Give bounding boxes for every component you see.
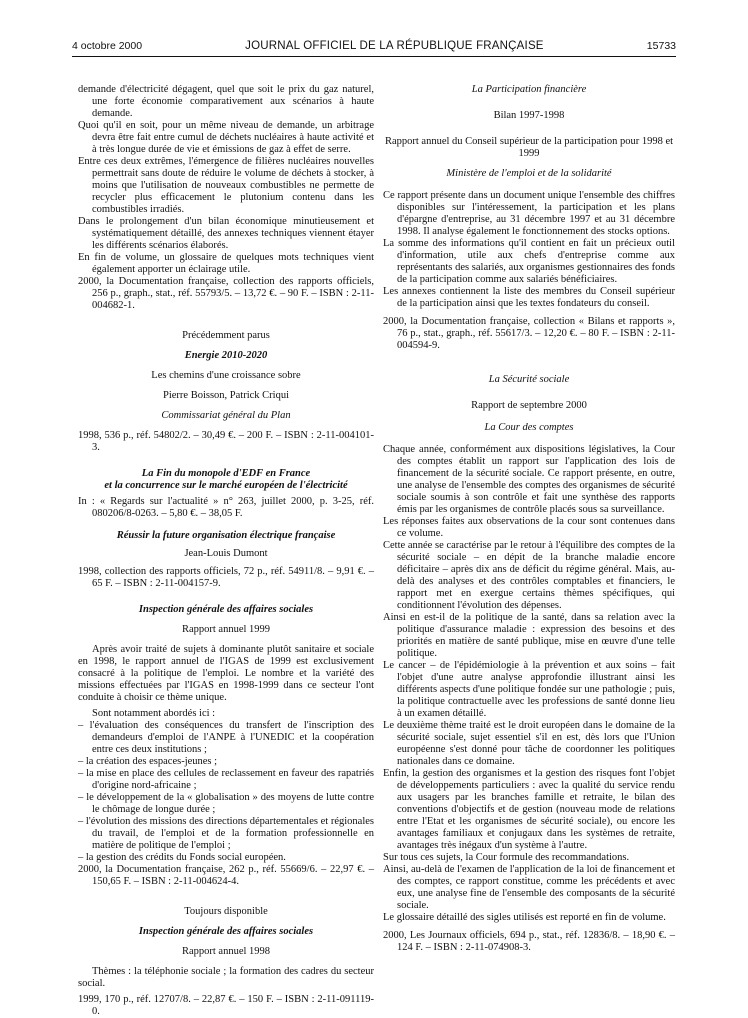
paragraph: Les réponses faites aux observations de la cour sont contenues dans ce volume. [383,516,675,539]
publication-organization: La Cour des comptes [484,422,574,433]
publication-organization: Commissariat général du Plan [161,410,291,421]
publication-subtitle: Rapport annuel du Conseil supérieur de la participation pour 1998 et 1999 [384,136,674,159]
header-rule [72,56,676,57]
publication-title: La Fin du monopole d'EDF en France [141,468,311,479]
bibliographic-reference: 2000, Les Journaux officiels, 694 p., stat., réf. 12836/8. – 18,90 €. – 124 F. – ISBN : 2-11-074908-3. [383,930,675,953]
bibliographic-reference: In : « Regards sur l'actualité » n° 263, juillet 2000, p. 3-25, réf. 080206/8-0263. – 5,80 €. – 38,05 F. [78,496,374,519]
list-item: – le développement de la « globalisation » des moyens de lutte contre le chômage de longue durée ; [78,792,374,815]
publication-authors: Pierre Boisson, Patrick Criqui [163,390,289,401]
paragraph: Le deuxième thème traité est le droit européen dans le domaine de la sécurité sociale, sujet essentiel s'il en est, dès lors que l'Union européenne s'est donné pour tâche de coordonner les politiques nationales dans ce domaine. [383,720,675,767]
publication-subtitle: Rapport annuel 1999 [181,624,271,635]
list-item: – l'évolution des missions des directions départementales et régionales du travail, de l'emploi et de la formation professionnelle en matière de politique de l'emploi ; [78,816,374,851]
paragraph: Les annexes contiennent la liste des membres du Conseil supérieur de la participation ainsi que les textes fondateurs du conseil. [383,286,675,309]
publication-title: La Sécurité sociale [488,374,570,385]
paragraph: Entre ces deux extrêmes, l'émergence de filières nucléaires nouvelles permettrait sans doute de réduire le volume de déchets à stocker, à moins que l'utilisation de nouveaux combustibles ne permette de recycler plus efficacement le plutonium contenu dans les combustibles irradiés. [78,156,374,215]
paragraph: demande d'électricité dégagent, quel que soit le prix du gaz naturel, une forte économie comparativement aux scénarios à haute demande. [78,84,374,119]
list-item: – la création des espaces-jeunes ; [78,756,218,767]
bibliographic-reference: 2000, la Documentation française, collection « Bilans et rapports », 76 p., stat., graph., réf. 55617/3. – 12,20 €. – 80 F. – ISBN : 2-11-004594-9. [383,316,675,351]
paragraph: Sont notamment abordés ici : [92,708,216,719]
bibliographic-reference: 2000, la Documentation française, 262 p., réf. 55669/6. – 22,97 €. – 150,65 F. – ISBN : 2-11-004624-4. [78,864,374,887]
left-column [78,84,374,1018]
publication-subtitle: Les chemins d'une croissance sobre [151,370,301,381]
paragraph: Le cancer – de l'épidémiologie à la prévention et aux soins – fait l'objet d'une autre analyse approfondie illustrant ainsi les différents aspects d'une politique fondée sur une pathologie ; puis, la politique contractuelle avec les professions de santé donne lieu à un examen détaillé. [383,660,675,719]
paragraph: Cette année se caractérise par le retour à l'équilibre des comptes de la sécurité sociale – en dépit de la branche maladie encore déficitaire – après dix ans de déficit du régime général. Mais, au-delà des analyses et des contrôles comptables et financiers, le rapport met en exergue certains thèmes spécifiques, qui conditionnent l'évolution des dépenses. [383,540,675,611]
publication-title: La Participation financière [471,84,587,95]
publication-title-line-2: et la concurrence sur le marché européen de l'électricité [104,480,348,491]
paragraph: La somme des informations qu'il contient en fait un précieux outil d'information, utile aux chefs d'entreprise comme aux représentants des salariés, aux organismes gestionnaires des fonds de la participation comme aux salariés bénéficiaires. [383,238,675,285]
publication-subtitle: Rapport de septembre 2000 [471,400,587,411]
paragraph: Enfin, la gestion des organismes et la gestion des risques font l'objet de développements particuliers : avec la qualité du service rendu aux usagers par les branches famille et retraite, le bilan des conventions d'objectifs et de gestion (nouveau mode de relations entre l'Etat et les organismes de sécurité sociale), ou encore les avantages familiaux et conjugaux dans les systèmes de retraite, avantages très inégaux d'un système à l'autre. [383,768,675,851]
list-item: – l'évaluation des conséquences du transfert de l'inscription des demandeurs d'emploi de l'ANPE à l'UNEDIC et la coopération entre ces deux institutions ; [78,720,374,755]
publication-title: Réussir la future organisation électrique française [116,530,336,541]
paragraph: Après avoir traité de sujets à dominante plutôt sanitaire et sociale en 1998, le rapport annuel de l'IGAS de 1999 est exclusivement consacré à la politique de l'emploi. Le nombre et la variété des missions effectuées par l'IGAS en 1998-1999 dans ce secteur l'ont conduite à choisir ce thème unique. [78,644,374,703]
bibliographic-reference: 1999, 170 p., réf. 12707/8. – 22,87 €. – 150 F. – ISBN : 2-11-091119-0. [78,994,374,1017]
page-header [72,40,676,52]
paragraph: Ce rapport présente dans un document unique l'ensemble des chiffres disponibles sur l'intéressement, la participation et les plans d'épargne d'entreprise, au 31 décembre 1997 et au 31 décembre 1998. Il analyse également le fonctionnement des stocks options. [383,190,675,237]
publication-authors: Jean-Louis Dumont [184,548,268,559]
paragraph: Ainsi, au-delà de l'examen de l'application de la loi de financement et des comptes, ce rapport constitue, comme les précédents et avec eux, une analyse fine de l'ensemble des composants de la sécurité sociale. [383,864,675,911]
paragraph: Sur tous ces sujets, la Cour formule des recommandations. [383,852,630,863]
header-title: JOURNAL OFFICIEL DE LA RÉPUBLIQUE FRANÇAISE [245,40,544,52]
bibliographic-reference: 1998, 536 p., réf. 54802/2. – 30,49 €. – 200 F. – ISBN : 2-11-004101-3. [78,430,374,453]
paragraph: Le glossaire détaillé des sigles utilisés est reporté en fin de volume. [383,912,666,923]
paragraph: Thèmes : la téléphonie sociale ; la formation des cadres du secteur social. [78,966,374,989]
list-item: – la gestion des crédits du Fonds social européen. [78,852,286,863]
bibliographic-reference: 2000, la Documentation française, collection des rapports officiels, 256 p., graph., stat., réf. 55793/5. – 13,72 €. – 90 F. – ISBN : 2-11-004682-1. [78,276,374,311]
topic-list [78,720,374,864]
paragraph: En fin de volume, un glossaire de quelques mots techniques vient également apporter un éclairage utile. [78,252,374,275]
publication-title: Inspection générale des affaires sociales [138,926,314,937]
section-label: Toujours disponible [184,906,268,917]
publication-subtitle: Bilan 1997-1998 [493,110,565,121]
right-column [383,84,675,954]
list-item: – la mise en place des cellules de reclassement en faveur des rapatriés d'origine nord-africaine ; [78,768,374,791]
publication-title: Energie 2010-2020 [184,350,268,361]
header-page-number: 15733 [646,40,676,52]
section-label: Précédemment parus [182,330,270,341]
publication-subtitle: Rapport annuel 1998 [181,946,271,957]
publication-title: Inspection générale des affaires sociales [138,604,314,615]
paragraph: Dans le prolongement d'un bilan économique minutieusement et systématiquement détaillé, des annexes techniques viennent étayer les différents scénarios élaborés. [78,216,374,251]
header-date: 4 octobre 2000 [72,40,143,52]
publication-organization: Ministère de l'emploi et de la solidarité [446,168,612,179]
paragraph: Ainsi en est-il de la politique de la santé, dans sa relation avec la politique d'assurance maladie : expression des besoins et des priorités en matière de santé publique, mise en œuvre d'une telle politique. [383,612,675,659]
paragraph: Quoi qu'il en soit, pour un même niveau de demande, un arbitrage devra être fait entre cumul de déchets nucléaires à haute activité et à très longue durée de vie et émissions de gaz à effet de serre. [78,120,374,155]
paragraph: Chaque année, conformément aux dispositions législatives, la Cour des comptes établit un rapport sur l'application des lois de financement de la sécurité sociale. Ce rapport présente, en outre, une analyse de l'ensemble des comptes des organismes de sécurité sociale soumis à son contrôle et fait une synthèse des rapports émis par les organismes de contrôle placés sous sa surveillance. [383,444,675,515]
bibliographic-reference: 1998, collection des rapports officiels, 72 p., réf. 54911/8. – 9,91 €. – 65 F. – ISBN : 2-11-004157-9. [78,566,374,589]
